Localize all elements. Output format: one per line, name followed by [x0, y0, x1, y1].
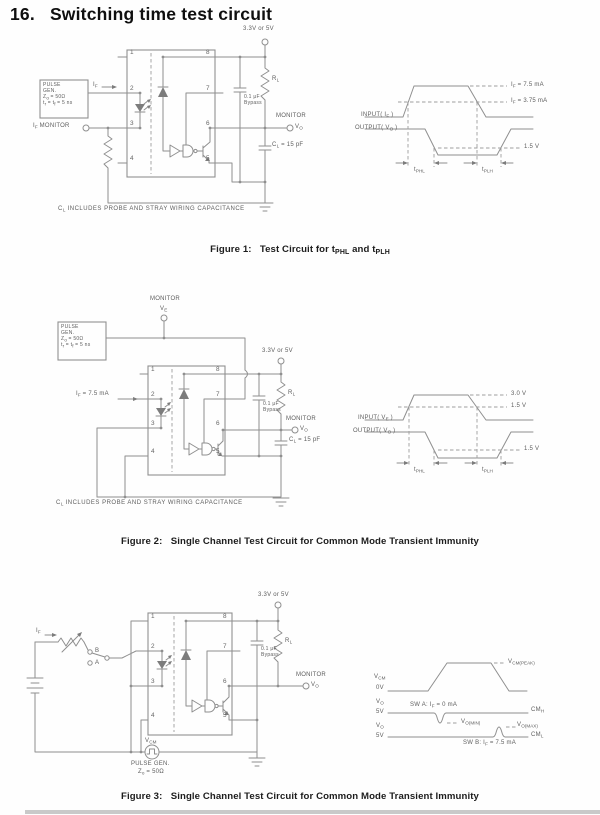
fig1-wave-output-label: OUTPUT( $V_O$ ) — [355, 125, 398, 132]
fig1-bypass-label: 0.1 μF Bypass — [244, 94, 262, 106]
fig1-pin-1: 1 — [130, 49, 134, 56]
fig2-if-drive-label: $I_F = 7.5$ mA — [76, 391, 109, 398]
fig2-tphl-label: $t_{PHL}$ — [414, 467, 425, 474]
fig3-sw-b-condition-label: SW B: $I_F = 7.5$ mA — [463, 740, 517, 747]
fig2-caption: Figure 2: Single Channel Test Circuit for Common Mode Transient Immunity — [121, 536, 479, 547]
fig2-threshold-label: 1.5 V — [524, 446, 540, 452]
fig3-wave-5v2-label: 5V — [376, 733, 384, 739]
fig1-pin-3: 3 — [130, 120, 134, 127]
section-title-text: Switching time test circuit — [49, 4, 273, 24]
fig2-note: $C_L$ INCLUDES PROBE AND STRAY WIRING CAPACITANCE — [56, 500, 243, 507]
fig3-vo-max-label: $V_{O(MAX)}$ — [517, 722, 538, 729]
fig2-supply-label: 3.3V or 5V — [262, 348, 293, 354]
fig2-vo-label: $V_O$ — [300, 426, 308, 433]
fig3-pin-2: 2 — [151, 643, 155, 650]
fig1-level-high-label: $I_F = 7.5$ mA — [511, 82, 544, 89]
page-footer-rule — [25, 810, 600, 814]
fig3-pin-1: 1 — [151, 613, 155, 620]
fig1-caption: Figure 1: Test Circuit for $t_{PHL}$ and $t_{PLH}$ — [210, 244, 390, 257]
fig1-circuit-drawing — [40, 39, 293, 211]
fig3-cmh-label: $CM_H$ — [531, 707, 545, 714]
fig3-pin-8: 8 — [223, 613, 227, 620]
fig3-supply-label: 3.3V or 5V — [258, 592, 289, 598]
fig1-tplh-label: $t_{PLH}$ — [482, 167, 493, 174]
fig2-level-mid-label: 1.5 V — [511, 403, 527, 409]
fig1-supply-label: 3.3V or 5V — [243, 26, 274, 32]
fig2-pin-5: 5 — [216, 448, 220, 455]
fig2-bypass-label: 0.1 μF Bypass — [263, 401, 281, 413]
fig3-wave-vo1-label: $V_O$ — [376, 699, 384, 706]
fig2-pin-7: 7 — [216, 391, 220, 398]
fig3-pin-7: 7 — [223, 643, 227, 650]
fig3-vo-min-label: $V_{O(MIN)}$ — [461, 719, 481, 726]
section-number: 16. — [10, 4, 35, 24]
fig3-bypass-label: 0.1 μF Bypass — [261, 646, 279, 658]
fig1-threshold-label: 1.5 V — [524, 144, 540, 150]
fig2-pin-2: 2 — [151, 391, 155, 398]
fig2-pin-6: 6 — [216, 420, 220, 427]
fig3-sw-b-label: B — [95, 648, 100, 654]
fig3-pin-5: 5 — [223, 712, 227, 719]
fig2-pin-3: 3 — [151, 420, 155, 427]
fig1-pin-7: 7 — [206, 85, 210, 92]
fig1-pin-8: 8 — [206, 49, 210, 56]
fig2-wave-output-label: OUTPUT( $V_O$ ) — [353, 428, 396, 435]
fig3-wave-vo2-label: $V_O$ — [376, 723, 384, 730]
fig2-rl-label: $R_L$ — [288, 390, 296, 397]
fig3-wave-0v-label: 0V — [376, 685, 384, 691]
fig2-wave-input-label: INPUT( $V_E$ ) — [358, 415, 393, 422]
fig1-wave-input-label: INPUT( $I_F$ ) — [361, 112, 394, 119]
fig1-rl-label: $R_L$ — [272, 76, 280, 83]
fig3-vcm-label: $V_{CM}$ — [145, 738, 157, 745]
fig2-pin-8: 8 — [216, 366, 220, 373]
fig3-cml-label: $CM_L$ — [531, 732, 544, 739]
fig1-level-mid-label: $I_F = 3.75$ mA — [511, 98, 548, 105]
fig3-wave-vcm-label: $V_{CM}$ — [374, 674, 386, 681]
fig3-wave-5v1-label: 5V — [376, 709, 384, 715]
fig2-pin-4: 4 — [151, 448, 155, 455]
fig3-circuit-drawing — [27, 602, 309, 766]
fig2-circuit-drawing — [58, 315, 298, 506]
fig3-if-label: $I_F$ — [36, 628, 41, 635]
fig1-if-monitor-label: $I_F$ MONITOR — [33, 123, 70, 130]
fig3-pulse-gen-z-label: $Z_o = 50\Omega$ — [138, 769, 164, 776]
fig2-cl-label: $C_L = 15$ pF — [289, 437, 321, 444]
fig3-vcm-peak-label: $V_{CM(PEAK)}$ — [508, 659, 535, 666]
fig3-rl-label: $R_L$ — [285, 638, 293, 645]
fig3-sw-a-condition-label: SW A: $I_F = 0$ mA — [410, 702, 458, 709]
fig1-if-label: $I_F$ — [93, 82, 98, 89]
fig1-tphl-label: $t_{PHL}$ — [414, 167, 425, 174]
fig1-pin-5: 5 — [206, 155, 210, 162]
fig3-pin-6: 6 — [223, 678, 227, 685]
fig1-pin-6: 6 — [206, 120, 210, 127]
fig1-note: $C_L$ INCLUDES PROBE AND STRAY WIRING CAPACITANCE — [58, 206, 245, 213]
fig2-tplh-label: $t_{PLH}$ — [482, 467, 493, 474]
fig3-monitor-label: MONITOR — [296, 672, 326, 678]
fig1-cl-label: $C_L = 15$ pF — [272, 142, 304, 149]
fig1-pin-2: 2 — [130, 85, 134, 92]
fig3-caption: Figure 3: Single Channel Test Circuit for Common Mode Transient Immunity — [121, 791, 479, 802]
fig1-pulse-gen-label: PULSE GEN. $Z_o = 50\Omega$ $t_r = t_f = 5$ ns — [43, 82, 73, 107]
fig1-vo-label: $V_O$ — [295, 124, 303, 131]
fig2-pulse-gen-label: PULSE GEN. $Z_o = 50\Omega$ $t_r = t_f = 5$ ns — [61, 324, 91, 349]
fig2-level-high-label: 3.0 V — [511, 391, 527, 397]
fig3-pin-3: 3 — [151, 678, 155, 685]
fig2-monitor-label: MONITOR — [286, 416, 316, 422]
fig2-pin-1: 1 — [151, 366, 155, 373]
fig2-ve-label: $V_E$ — [160, 306, 168, 313]
fig3-waveform-drawing — [388, 663, 528, 737]
section-title — [10, 4, 272, 25]
fig3-pulse-gen-label: PULSE GEN. — [131, 761, 170, 767]
fig3-pin-4: 4 — [151, 712, 155, 719]
fig1-monitor-label: MONITOR — [276, 113, 306, 119]
fig3-vo-label: $V_O$ — [311, 682, 319, 689]
fig3-sw-a-label: A — [95, 660, 100, 666]
fig1-pin-4: 4 — [130, 155, 134, 162]
fig2-monitor-top-label: MONITOR — [150, 296, 180, 302]
